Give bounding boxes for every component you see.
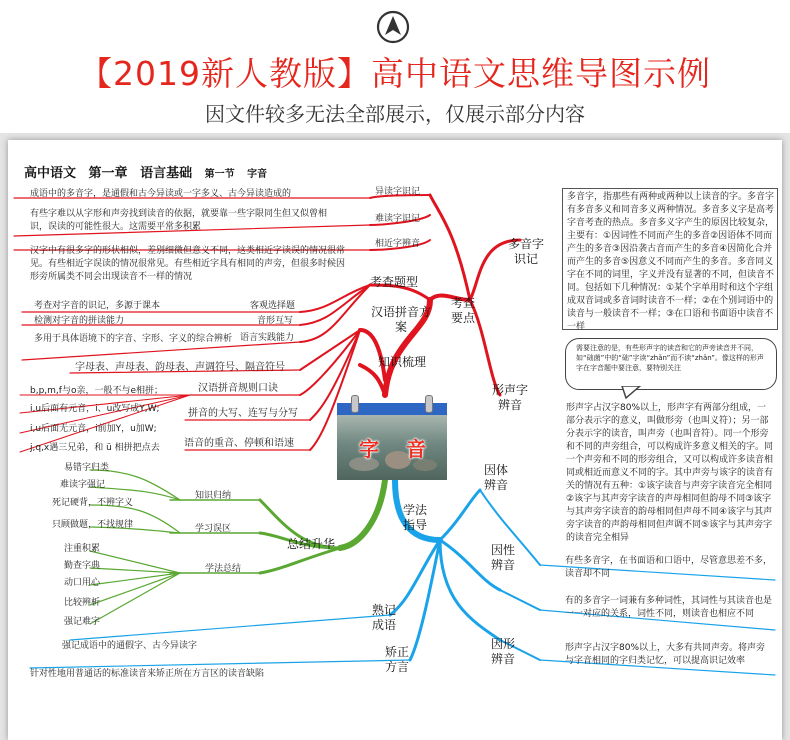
chengyu-note: 强记成语中的通假字、古今异读字 xyxy=(62,641,198,651)
label-yidu: 异读字识记 xyxy=(375,187,421,197)
summary-item: 比较辨析 xyxy=(64,598,101,608)
blue-note-shape: 形声字占汉字80%以上，大多有共同声旁。将声旁与字音相同的字归类记忆，可以提高识记效率 xyxy=(565,643,766,666)
blue-note-body: 有些多音字，在书面语和口语中，尽管意思差不多，读音却不同 xyxy=(565,556,773,579)
chengyu-node: 熟记成语 xyxy=(371,603,396,632)
branch-green-main xyxy=(340,480,385,548)
center-calendar xyxy=(337,395,447,480)
pinyin-tables: 字母表、声母表、韵母表、声调符号、隔音符号 xyxy=(75,362,285,373)
center-label: 字 音 xyxy=(359,437,436,461)
polyphonic-note: 多音字，指那些有两种或两种以上读音的字。多音字有多音多义和同音多义两种情况。多音多义字是高考字音考查的热点。多音多义字产生的原因比较复杂，主要有：①因词性不同而产生的多音②因语体不同而产生的多音③因沿袭古音而产生的多音④因简化合并而产生的多音⑤因意义不同而产生的多音。多音同义字在不同的词里，字义并没有显著的不同，但读音不同。包括如下几种情况：①某个字单用时和这个字组成双音词或多音词时读音不一样；②在个别词语中的读音与一般读音不一样；③在口语和书面语中读音不一样 xyxy=(567,192,775,332)
calendar-ring xyxy=(351,395,359,413)
calendar-ring xyxy=(425,395,433,413)
exam-note-pinyin: 检测对字音的拼读能力 xyxy=(34,316,125,326)
note-hard-to-read: 有些字难以从字形和声旁找到读音的依据，就要靠一些字限同生但又似曾相识，误读的可能性很大。这需要平常多积累 xyxy=(30,209,328,232)
note-bubble xyxy=(565,338,777,390)
summary-item: 难读字强记 xyxy=(60,480,106,490)
exam-points: 考查要点 xyxy=(450,296,475,325)
summary-method: 学法总结 xyxy=(205,564,242,574)
exam-note-memorize: 考查对字音的识记，多源于课本 xyxy=(34,301,161,311)
page-title: 【2019新人教版】高中语文思维导图示例 xyxy=(79,54,711,93)
label-nandu: 难读字识记 xyxy=(375,214,421,224)
polyphonic-note-box xyxy=(562,188,778,330)
exam-label-sound-form: 音形互写 xyxy=(257,316,294,326)
summary-item: 动口用心 xyxy=(64,578,101,588)
bubble-tail xyxy=(620,386,642,400)
label-xiangjin: 相近字辨音 xyxy=(375,239,421,249)
xingsheng-note: 形声字占汉字80%以上，形声字有两部分组成，一部分表示字的意义，叫做形旁（也叫义符）；另一部分表示字的读音，叫声旁（也叫音符）。同一个形旁和不同的声旁组合，可以构成许多意义相关的字。同一个声旁和不同的形旁组合，又可以构成许多读音相同或相近而意义不同的字。其中声旁与该字的读音有关的情况有五种：①该字读音与声旁字读音完全相同②该字与其声旁字读音的声母相同但韵母不同③该字与其声旁字读音的韵母相同但声母不同④该字与其声旁字读音的声韵母相同但声调不同⑤该字与其声旁字的读音完全相异 xyxy=(566,403,774,543)
exam-label-practice: 语言实践能力 xyxy=(240,333,295,343)
note-similar-chars: 汉字中有很多字的形状相似，差别细微但意义不同，这类相近字读误的情况很常见。有些相近字误读的情况很常见。有些相近字具有相同的声旁，但很多时候因形旁所属类不同会出现读音不一样的情况 xyxy=(30,246,346,282)
pinyin-capitalization: 拼音的大写、连写与分写 xyxy=(188,408,298,419)
summary-item: 易错字归类 xyxy=(64,463,110,473)
bubble-note: 需要注意的是，有些形声字的读音和它的声旁读音并不同，如“础菌”中的“础”字读“zhǎn”而不读“zhǎn”。像这样的形声字在字音题中要注意，要特别关注 xyxy=(576,344,764,372)
heading-section: 第一节 xyxy=(204,169,235,180)
branch-exam-to-labels xyxy=(430,195,470,300)
summary-item: 勤查字典 xyxy=(64,561,101,571)
heading-section-topic: 字音 xyxy=(247,169,268,180)
blue-note-nature: 有的多音字一词兼有多种词性，其词性与其读音也是一一对应的关系，词性不同，则读音也相应不同 xyxy=(565,596,773,619)
pinyin-rule-mnemonic: 汉语拼音规则口诀 xyxy=(198,383,278,394)
exam-type: 考查题型 xyxy=(370,275,419,289)
note-idiom-polyphonic: 成语中的多音字，是通假和古今异读或一字多义、古今异读造成的 xyxy=(30,189,292,199)
blue-branch-nature: 因性辨音 xyxy=(490,543,515,572)
pinyin-rule-1: b,p,m,f与o亲，一般不与e相拼； xyxy=(30,386,163,396)
heading-chapter: 第一章 xyxy=(88,166,128,181)
xingsheng-note-box xyxy=(562,402,776,543)
pinyin-stress: 语音的重音、停顿和语速 xyxy=(184,438,294,449)
summary-mistakes: 学习误区 xyxy=(195,524,232,534)
exam-label-objective: 客观选择题 xyxy=(250,301,296,311)
pinyin-scheme: 汉语拼音方案 xyxy=(370,305,431,334)
fangyan-node: 矫正方言 xyxy=(384,645,409,674)
heading-subject: 高中语文 xyxy=(24,166,77,181)
polyphonic-node: 多音字识记 xyxy=(507,237,544,266)
summary-item: 强记难字 xyxy=(64,617,101,627)
summary-item: 死记硬背，不辨字义 xyxy=(52,498,134,508)
xingsheng-node: 形声字辨音 xyxy=(491,383,528,412)
blue-branch-shape: 因形辨音 xyxy=(490,637,515,666)
blue-branch-body: 因体辨音 xyxy=(483,463,508,492)
fangyan-note: 针对性地用普通话的标准读音来矫正所在方言区的读音缺陷 xyxy=(30,669,265,679)
exam-note-context: 多用于具体语境下的字音、字形、字义的综合辨析 xyxy=(34,334,233,344)
pinyin-rule-3: i,u后面无元音，i前加Y，u加W; xyxy=(30,424,157,434)
summary-knowledge: 知识归纳 xyxy=(195,491,232,501)
page-subtitle: 因文件较多无法全部展示，仅展示部分内容 xyxy=(205,102,585,126)
study-method-node: 学法指导 xyxy=(402,503,427,532)
summary-item: 只顾做题，不找规律 xyxy=(52,520,134,530)
summary-node: 总结升华 xyxy=(287,537,336,551)
summary-item: 注重积累 xyxy=(64,544,101,554)
heading-topic: 语言基础 xyxy=(140,166,193,181)
knowledge-summary: 知识梳理 xyxy=(378,355,427,369)
pinyin-rule-4: j,q,x遇三兄弟，和 ü 相拼把点去 xyxy=(30,443,160,453)
map-heading xyxy=(24,162,275,181)
pinyin-rule-2: i,u后面有元音，i、u改写成Y,W; xyxy=(30,404,160,414)
